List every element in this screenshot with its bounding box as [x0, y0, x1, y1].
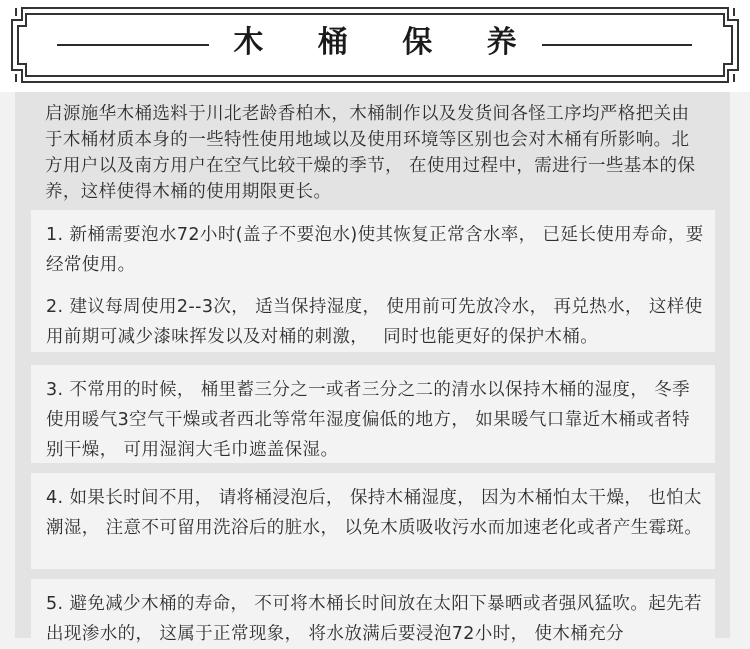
tip-card-2: [31, 282, 715, 352]
header-banner: [0, 0, 750, 92]
tip-text-4: 4. 如果长时间不用， 请将桶浸泡后， 保持木桶湿度， 因为木桶怕太干燥， 也怕太潮湿， 注意不可留用洗浴后的脏水， 以免木质吸收污水而加速老化或者产生霉斑。: [46, 488, 703, 538]
tip-text-3: 3. 不常用的时候， 桶里蓄三分之一或者三分之二的清水以保持木桶的湿度， 冬季使用暖气3空气干燥或者西北等常年湿度偏低的地方， 如果暖气口靠近木桶或者特别干燥， 可用湿润大毛巾遮盖保湿。: [46, 380, 690, 460]
tip-card-4: [31, 473, 715, 569]
tip-card-3: [31, 365, 715, 463]
title-line-right: [542, 44, 692, 46]
tip-text-1: 1. 新桶需要泡水72小时(盖子不要泡水)使其恢复正常含水率， 已延长使用寿命，要经常使用。: [46, 225, 704, 275]
intro-paragraph: 启源施华木桶选料于川北老龄香柏木，木桶制作以及发货间各怪工序均严格把关由于木桶材质本身的一些特性使用地域以及使用环境等区别也会对木桶有所影响。北方用户以及南方用户在空气比较干燥的季节， 在使用过程中，需进行一些基本的保养，这样使得木桶的使用期限更长。: [45, 104, 696, 202]
tip-card-1: [31, 210, 715, 288]
tip-card-5: [31, 579, 715, 644]
tip-text-5: 5. 避免减少木桶的寿命， 不可将木桶长时间放在太阳下暴晒或者强风猛吹。起先若出现渗水的， 这属于正常现象， 将水放满后要浸泡72小时， 使木桶充分: [46, 594, 702, 644]
page-title: 木 桶 保 养: [233, 25, 539, 60]
tip-text-2: 2. 建议每周使用2--3次， 适当保持湿度， 使用前可先放冷水， 再兑热水， 这样使用前期可减少漆味挥发以及对桶的刺激， 同时也能更好的保护木桶。: [46, 297, 703, 347]
